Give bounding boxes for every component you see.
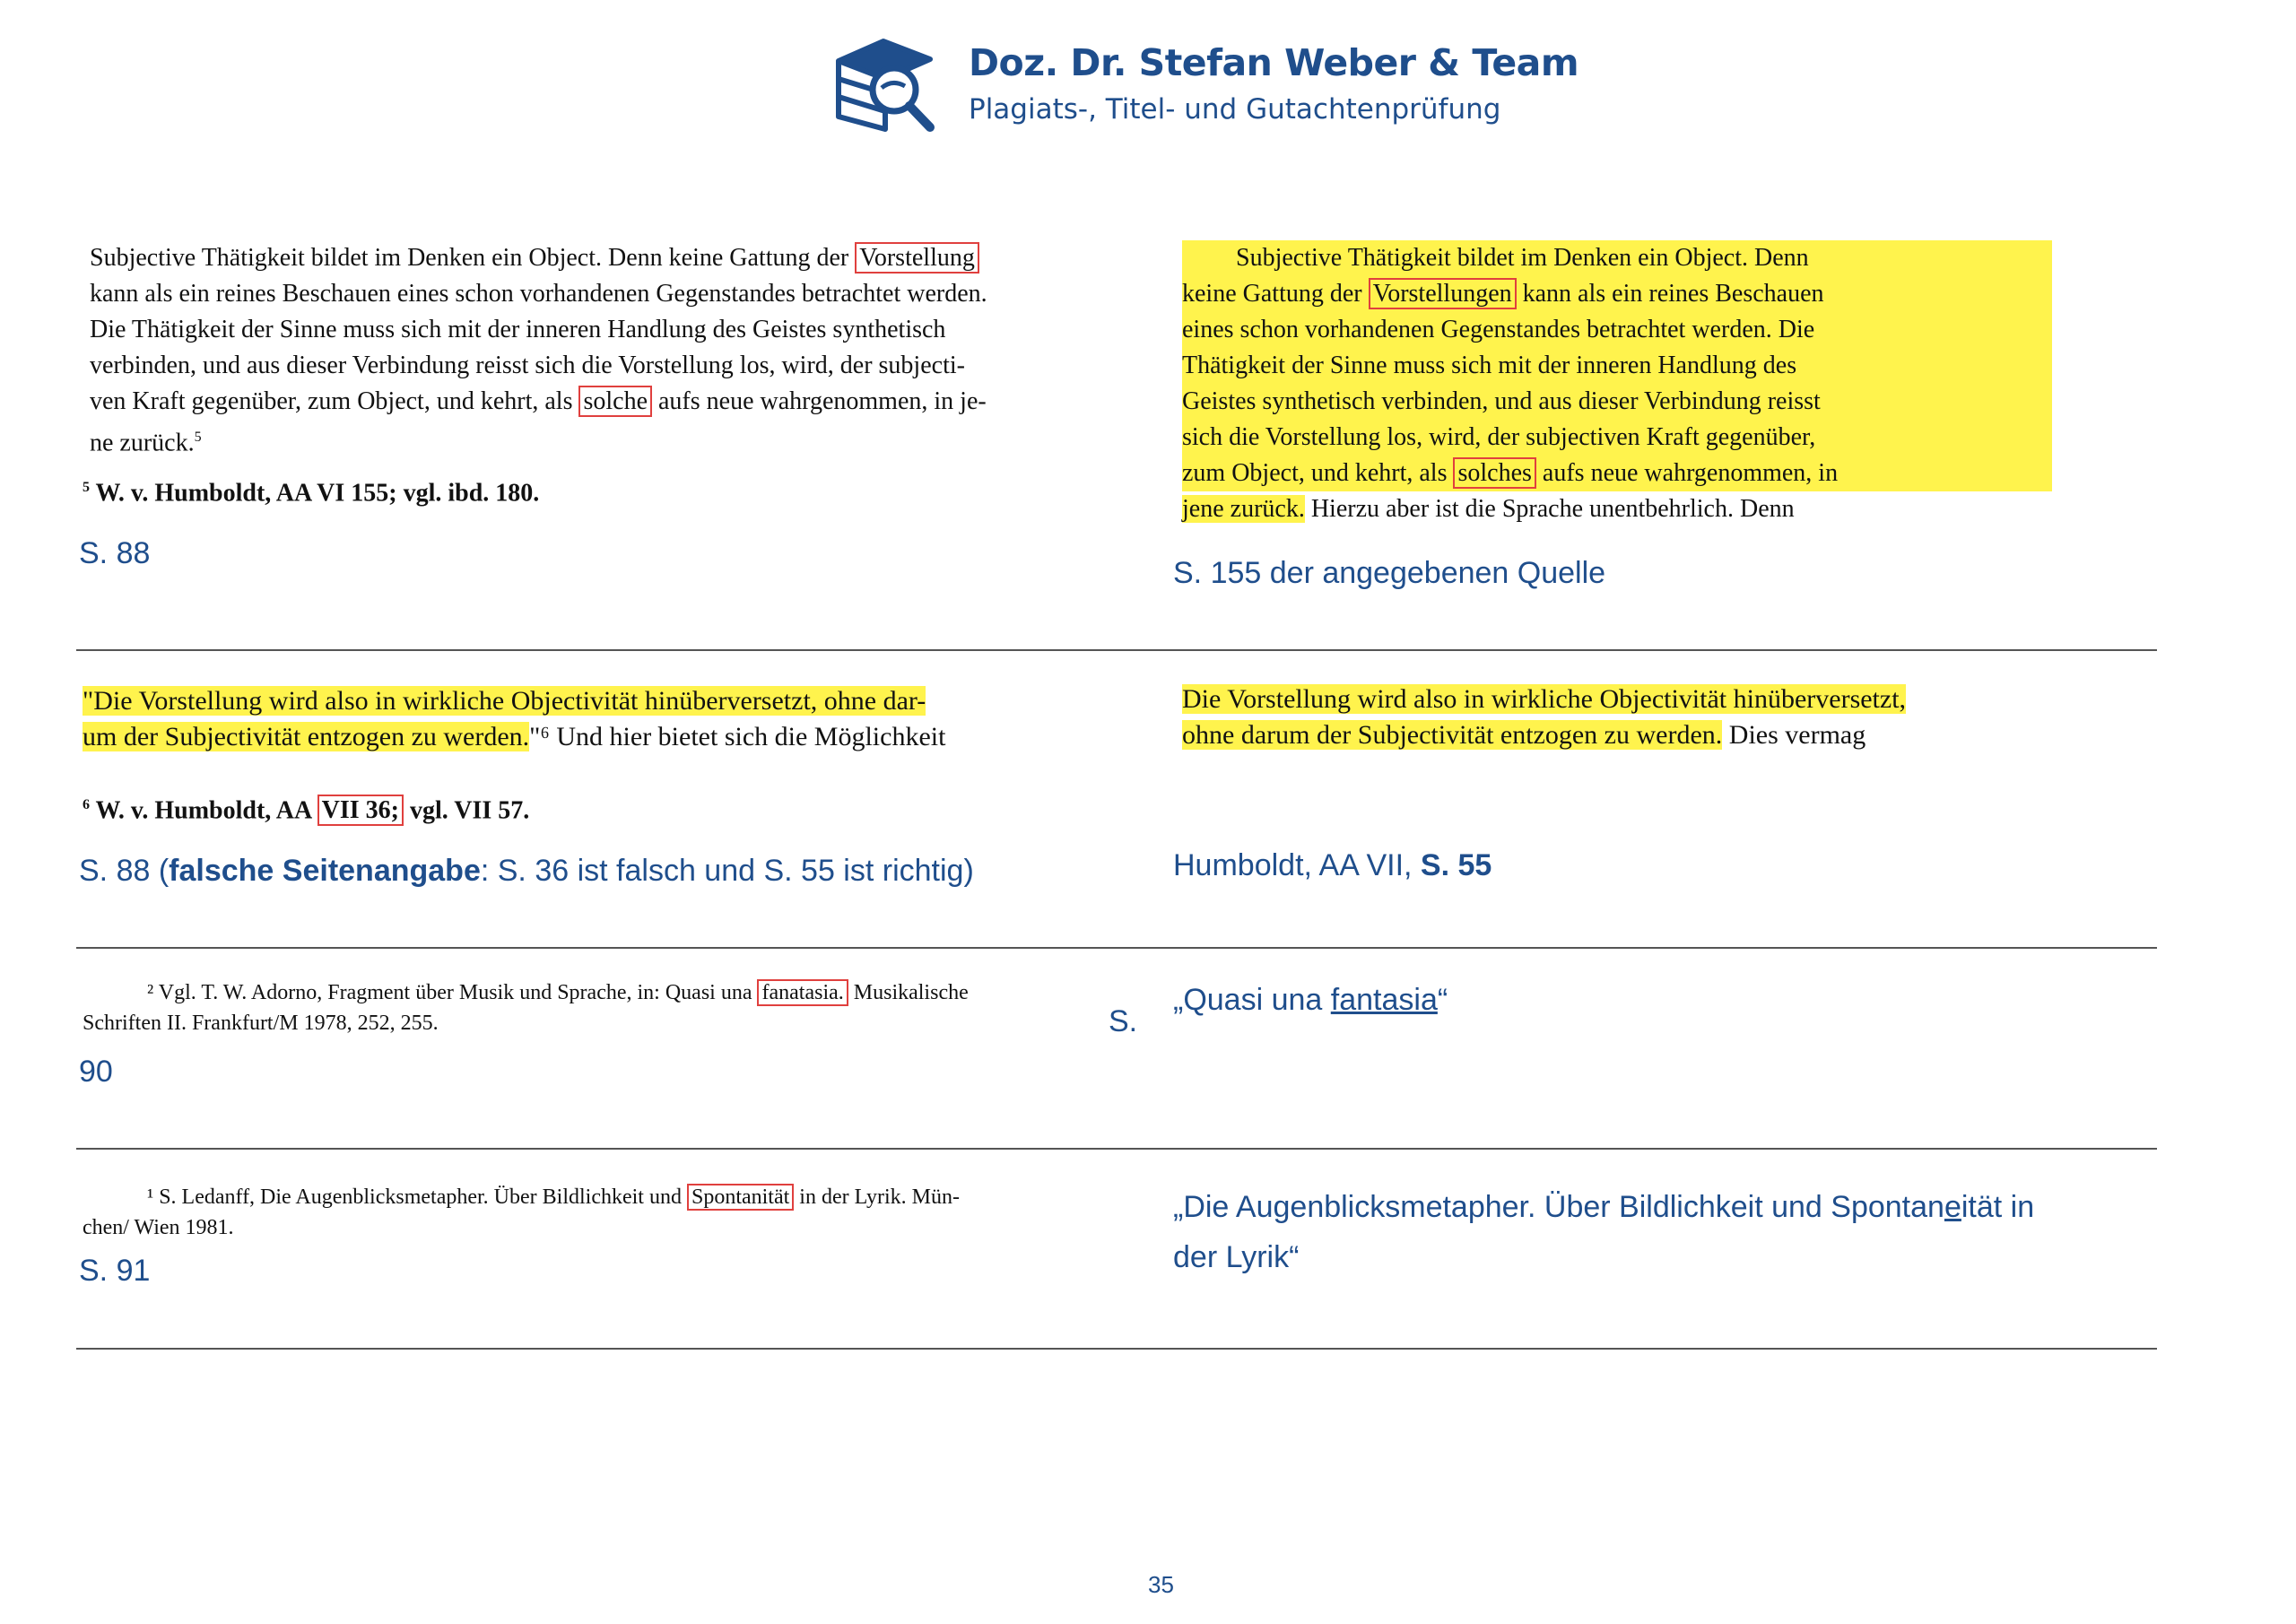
footnote-number: 5: [83, 480, 90, 495]
scan-line: kann als ein reines Beschauen eines schon vorhandenen Gegenstandes betrachtet werden.: [90, 280, 987, 308]
note-text: der Lyrik“: [1173, 1240, 1300, 1274]
scan-excerpt-right-2: [1182, 682, 1906, 753]
scan-line: ² Vgl. T. W. Adorno, Fragment über Musik und Sprache, in: Quasi una: [147, 981, 758, 1004]
note-text: : S. 36 ist falsch und S. 55 ist richtig): [480, 854, 974, 888]
scan-line: aufs neue wahrgenommen, in je-: [652, 387, 987, 415]
scan-line: Musikalische: [848, 981, 969, 1004]
page-number: 35: [1148, 1571, 1174, 1598]
footnote-text: W. v. Humboldt, AA: [95, 796, 317, 825]
page-reference: S. 91: [79, 1254, 151, 1288]
scan-line: um der Subjectivität entzogen zu werden.: [83, 722, 530, 751]
scan-line: Subjective Thätigkeit bildet im Denken ein Object. Denn: [1182, 240, 2052, 276]
scan-line: "⁶ Und hier bietet sich die Möglichkeit: [529, 722, 946, 751]
scan-excerpt-left-2: [83, 683, 945, 755]
note-text: „Quasi una: [1173, 983, 1331, 1017]
source-reference: [1173, 1182, 2034, 1282]
divider: [76, 1148, 2157, 1150]
scan-line: chen/ Wien 1981.: [83, 1216, 234, 1239]
scan-line: Thätigkeit der Sinne muss sich mit der inneren Handlung des: [1182, 348, 2052, 384]
scan-line: in der Lyrik. Mün-: [794, 1185, 960, 1209]
note-emphasis: fantasia: [1330, 983, 1438, 1017]
scan-line: keine Gattung der: [1182, 280, 1369, 308]
scan-line: ohne darum der Subjectivität entzogen zu werden.: [1182, 720, 1723, 750]
scan-line: jene zurück.: [1182, 495, 1305, 523]
scan-line: verbinden, und aus dieser Verbindung reisst sich die Vorstellung los, wird, der subjecti-: [90, 352, 965, 379]
scan-line: kann als ein reines Beschauen: [1516, 280, 1824, 308]
highlight-box: Spontanität: [687, 1184, 794, 1211]
footnote: [83, 470, 539, 511]
scan-line: "Die Vorstellung wird also in wirkliche Objectivität hinüberversetzt, ohne dar-: [83, 686, 926, 716]
scan-excerpt-left-4: [83, 1182, 960, 1243]
scan-line: Dies vermag: [1722, 720, 1866, 750]
scan-excerpt-right-1: [1182, 240, 2052, 527]
footnote-text: vgl. VII 57.: [404, 796, 530, 825]
divider: [76, 649, 2157, 651]
note-emphasis: S. 55: [1420, 848, 1492, 882]
header-subtitle: Plagiats-, Titel- und Gutachtenprüfung: [969, 93, 1501, 126]
header: [830, 34, 1579, 133]
scan-line: Schriften II. Frankfurt/M 1978, 252, 255.: [83, 1012, 439, 1035]
highlight-box: solches: [1453, 457, 1535, 489]
scan-line: Subjective Thätigkeit bildet im Denken ein Object. Denn keine Gattung der: [90, 244, 856, 272]
scan-excerpt-left-3: [83, 977, 969, 1038]
page-reference: [79, 854, 974, 889]
scan-line: eines schon vorhandenen Gegenstandes betrachtet werden. Die: [1182, 312, 2052, 348]
note-text: S. 88 (: [79, 854, 170, 888]
scan-line: Die Thätigkeit der Sinne muss sich mit der inneren Handlung des Geistes synthetisch: [90, 316, 946, 343]
note-text: “: [1437, 983, 1448, 1017]
note-emphasis: e: [1944, 1190, 1961, 1224]
highlight-box: VII 36;: [317, 795, 404, 826]
page-reference: 90: [79, 1055, 113, 1089]
note-text: ität in: [1961, 1190, 2035, 1224]
footnote-text: W. v. Humboldt, AA VI 155; vgl. ibd. 180.: [95, 479, 540, 508]
note-text: „Die Augenblicksmetapher. Über Bildlichkeit und Spontan: [1173, 1190, 1944, 1224]
divider: [76, 947, 2157, 949]
scan-line: Hierzu aber ist die Sprache unentbehrlich. Denn: [1304, 495, 1795, 523]
scan-line: aufs neue wahrgenommen, in: [1535, 459, 1839, 487]
scan-line: ven Kraft gegenüber, zum Object, und kehrt, als: [90, 387, 579, 415]
note-text: Humboldt, AA VII,: [1173, 848, 1421, 882]
highlight-box: fanatasia.: [757, 979, 848, 1006]
scan-line: ¹ S. Ledanff, Die Augenblicksmetapher. Über Bildlichkeit und: [147, 1185, 687, 1209]
footnote-marker: 5: [194, 430, 202, 445]
footnote-number: 6: [83, 797, 90, 812]
footnote: [83, 787, 529, 829]
page-reference: S.: [1109, 1004, 1138, 1038]
header-title: Doz. Dr. Stefan Weber & Team: [969, 41, 1579, 84]
highlight-box: Vorstellung: [855, 242, 979, 274]
source-reference: [1173, 848, 1492, 883]
scan-line: Geistes synthetisch verbinden, und aus dieser Verbindung reisst: [1182, 384, 2052, 420]
page-reference: S. 88: [79, 536, 151, 570]
divider: [76, 1348, 2157, 1350]
scan-excerpt-left-1: [90, 240, 987, 456]
scan-line: Die Vorstellung wird also in wirkliche Objectivität hinüberversetzt,: [1182, 684, 1907, 714]
highlight-box: Vorstellungen: [1369, 278, 1517, 309]
scan-line: ne zurück.: [90, 429, 195, 457]
source-reference: S. 155 der angegebenen Quelle: [1173, 556, 1606, 590]
scan-line: sich die Vorstellung los, wird, der subjectiven Kraft gegenüber,: [1182, 420, 2052, 456]
highlight-box: solche: [578, 386, 652, 417]
logo-icon: [830, 34, 942, 133]
source-reference: [1173, 983, 1448, 1018]
scan-line: zum Object, und kehrt, als: [1182, 459, 1454, 487]
note-emphasis: falsche Seitenangabe: [169, 854, 481, 888]
